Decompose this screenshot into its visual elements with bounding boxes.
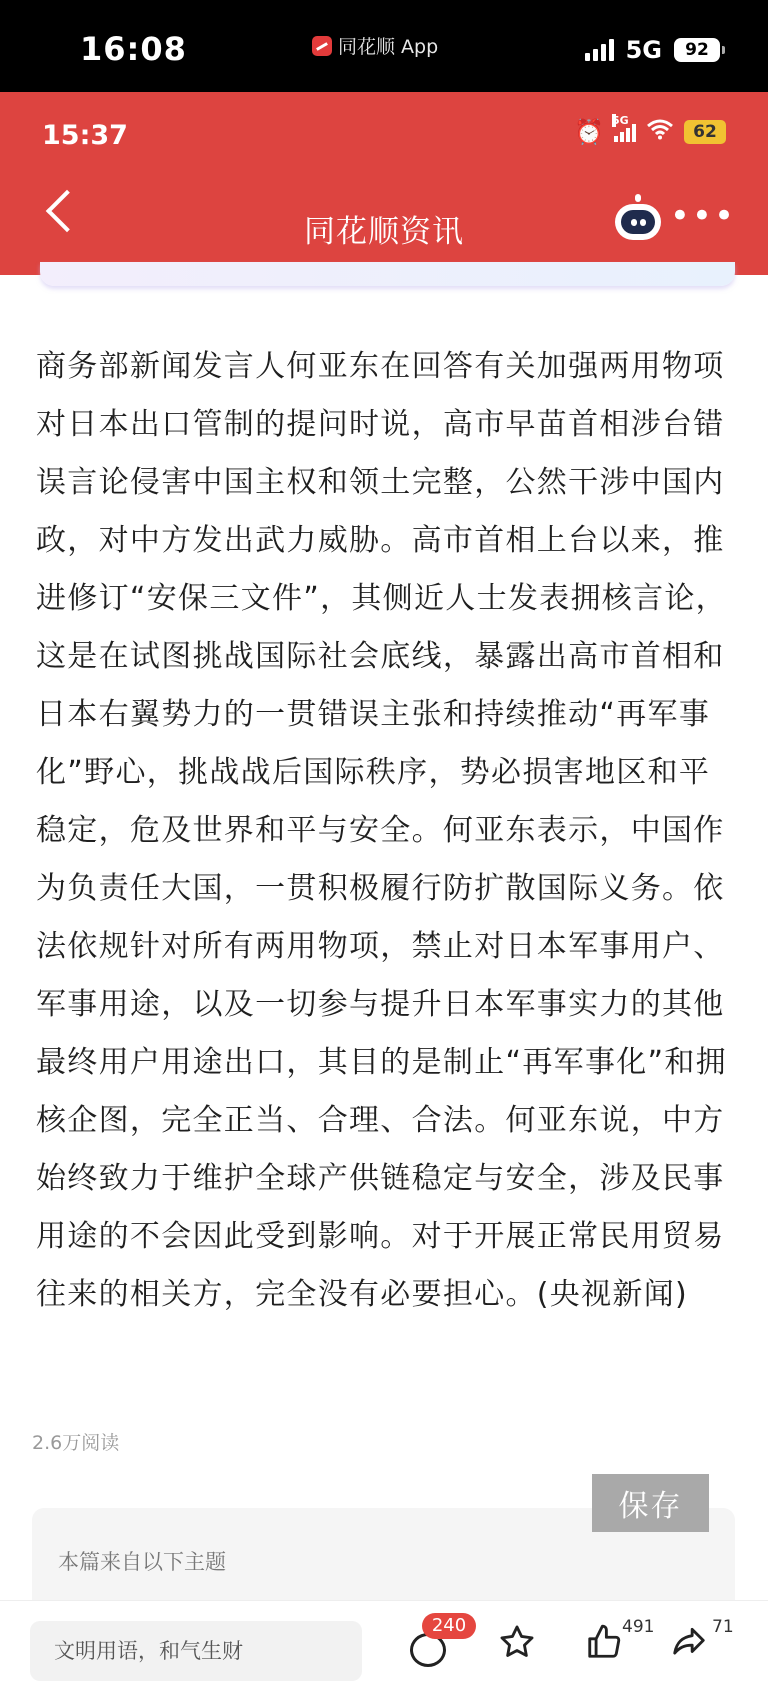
comment-count-badge: 240	[422, 1613, 476, 1639]
app-header	[0, 92, 768, 275]
app-logo-icon	[312, 36, 332, 56]
os-status-bar	[0, 0, 768, 92]
bottom-action-bar	[0, 1600, 768, 1664]
app-status-clock: 15:37	[42, 120, 128, 151]
signal-5g-icon: 5G	[614, 122, 636, 142]
page-title: 同花顺资讯	[304, 214, 464, 250]
alarm-icon: ⏰	[574, 118, 604, 146]
like-count: 491	[622, 1617, 655, 1637]
comment-input[interactable]	[30, 1621, 362, 1681]
wifi-icon	[646, 118, 674, 146]
save-button[interactable]: 保存	[592, 1474, 709, 1532]
network-type: 5G	[625, 36, 662, 64]
os-status-icons	[585, 36, 720, 64]
robot-assistant-icon[interactable]	[615, 204, 661, 240]
app-status-icons	[574, 114, 726, 146]
os-clock: 16:08	[80, 30, 187, 68]
topic-label: 本篇来自以下主题	[58, 1550, 226, 1574]
share-count: 71	[712, 1617, 734, 1637]
cellular-signal-icon	[585, 39, 614, 61]
source-app-label: 同花顺 App	[338, 36, 439, 58]
battery-icon: 92	[674, 38, 720, 62]
app-battery-icon: 62	[684, 120, 726, 144]
more-icon[interactable]: •••	[669, 196, 736, 236]
source-app-indicator[interactable]	[312, 32, 438, 59]
read-count: 2.6万阅读	[32, 1432, 120, 1454]
collapsed-card-edge	[40, 262, 735, 286]
article-body: 商务部新闻发言人何亚东在回答有关加强两用物项对日本出口管制的提问时说，高市早苗首相涉台错误言论侵害中国主权和领土完整，公然干涉中国内政，对中方发出武力威胁。高市首相上台以来，推进修订“安保三文件”，其侧近人士发表拥核言论，这是在试图挑战国际社会底线，暴露出高市首相和日本右翼势力的一贯错误主张和持续推动“再军事化”野心，挑战战后国际秩序，势必损害地区和平稳定，危及世界和平与安全。何亚东表示，中国作为负责任大国，一贯积极履行防扩散国际义务。依法依规针对所有两用物项，禁止对日本军事用户、军事用途，以及一切参与提升日本军事实力的其他最终用户用途出口，其目的是制止“再军事化”和拥核企图，完全正当、合理、合法。何亚东说，中方始终致力于维护全球产供链稳定与安全，涉及民事用途的不会因此受到影响。对于开展正常民用贸易往来的相关方，完全没有必要担心。(央视新闻)	[36, 349, 727, 1312]
comment-placeholder: 文明用语，和气生财	[54, 1639, 243, 1663]
